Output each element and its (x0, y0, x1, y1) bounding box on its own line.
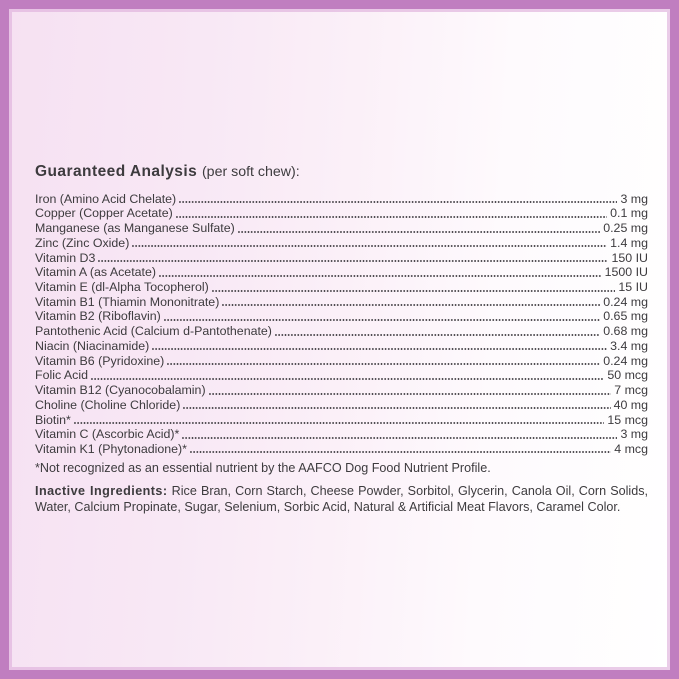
table-row (35, 397, 648, 412)
table-row (35, 279, 648, 294)
table-row (35, 309, 648, 324)
nutrient-name: Copper (Copper Acetate) (35, 206, 173, 221)
nutrient-name: Vitamin B6 (Pyridoxine) (35, 353, 165, 368)
nutrient-amount: 3.4 mg (610, 338, 648, 353)
nutrient-name: Vitamin E (dl-Alpha Tocopherol) (35, 280, 209, 295)
table-row (35, 294, 648, 309)
table-row (35, 412, 648, 427)
nutrient-name: Iron (Amino Acid Chelate) (35, 191, 177, 206)
nutrient-name: Zinc (Zinc Oxide) (35, 235, 130, 250)
nutrient-amount: 3 mg (620, 191, 648, 206)
section-title-qualifier: (per soft chew): (201, 164, 300, 180)
nutrient-amount: 1500 IU (604, 265, 648, 280)
table-row (35, 191, 648, 206)
nutrient-amount: 3 mg (620, 427, 648, 442)
nutrient-name: Pantothenic Acid (Calcium d-Pantothenate) (35, 324, 272, 339)
table-row (35, 206, 648, 221)
nutrient-name: Choline (Choline Chloride) (35, 397, 181, 412)
nutrient-amount: 1.4 mg (610, 235, 648, 250)
nutrient-name: Vitamin D3 (35, 250, 96, 265)
nutrient-amount: 0.25 mg (603, 221, 648, 236)
table-row (35, 382, 648, 397)
nutrient-name: Vitamin A (as Acetate) (35, 265, 156, 280)
nutrient-name: Folic Acid (35, 368, 89, 383)
nutrient-name: Vitamin C (Ascorbic Acid)* (35, 427, 180, 442)
guaranteed-analysis-section (35, 162, 648, 515)
nutrient-amount: 7 mcg (614, 383, 648, 398)
nutrient-amount: 0.24 mg (603, 294, 648, 309)
nutrient-amount: 15 mcg (607, 412, 648, 427)
nutrient-name: Vitamin B12 (Cyanocobalamin) (35, 383, 206, 398)
nutrient-amount: 15 IU (618, 280, 648, 295)
nutrient-name: Vitamin B2 (Riboflavin) (35, 309, 161, 324)
section-title-text: Guaranteed Analysis (35, 163, 198, 180)
section-title (35, 162, 648, 182)
table-row (35, 338, 648, 353)
table-row (35, 220, 648, 235)
table-row (35, 235, 648, 250)
inactive-ingredients-text: Rice Bran, Corn Starch, Cheese Powder, Sorbitol, Glycerin, Canola Oil, Corn Solids, Water, Calcium Propinate, Sugar, Selenium, Sorbic Acid, Natural & Artificial Meat Flavors, Caramel Color. (35, 483, 649, 514)
table-row (35, 441, 648, 456)
table-row (35, 353, 648, 368)
nutrient-amount: 0.24 mg (603, 353, 648, 368)
inactive-ingredients-label: Inactive Ingredients: (35, 483, 168, 498)
nutrient-amount: 150 IU (611, 250, 648, 265)
nutrient-amount: 0.1 mg (610, 206, 648, 221)
table-row (35, 265, 648, 280)
nutrient-amount: 0.68 mg (603, 324, 648, 339)
nutrient-name: Biotin* (35, 412, 71, 427)
nutrient-amount: 4 mcg (614, 441, 648, 456)
nutrient-amount: 40 mg (613, 397, 648, 412)
nutrient-table (35, 191, 648, 456)
nutrient-amount: 0.65 mg (603, 309, 648, 324)
inactive-ingredients (35, 484, 648, 515)
table-row (35, 323, 648, 338)
nutrient-name: Vitamin K1 (Phytonadione)* (35, 441, 187, 456)
nutrient-name: Niacin (Niacinamide) (35, 338, 150, 353)
table-row (35, 427, 648, 442)
table-row (35, 368, 648, 383)
aafco-footnote: *Not recognized as an essential nutrient by the AAFCO Dog Food Nutrient Profile. (35, 460, 491, 475)
nutrient-amount: 50 mcg (607, 368, 648, 383)
table-row (35, 250, 648, 265)
nutrient-name: Manganese (as Manganese Sulfate) (35, 221, 235, 236)
nutrient-name: Vitamin B1 (Thiamin Mononitrate) (35, 294, 220, 309)
